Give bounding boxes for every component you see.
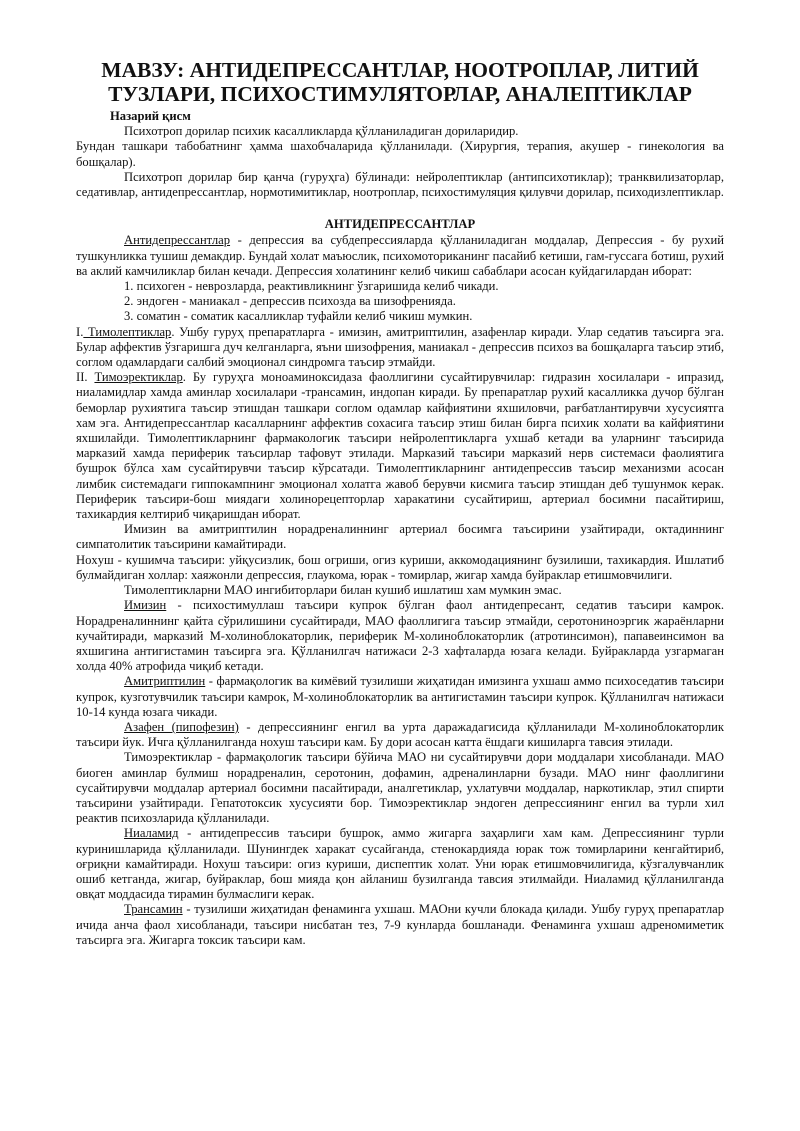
definition-term: Антидепрессантлар — [124, 233, 231, 248]
cause-item-2: 2. эндоген - маниакал - депрессив психозда ва шизофренияда. — [124, 294, 456, 309]
azafen-term: Азафен (пипофезин) — [124, 719, 239, 734]
transamin-text: - тузилиши жиҳатидан фенаминга ухшаш. МАОни кучли блокада қилади. Ушбу гуруҳ препаратлар ичида анча фаол хисобланади, таъсири нисбатан тез, 7-9 кунларда бошланади. Фенаминга ухшаш адреномиметик таъсирга эга. Жигарга токсик таъсири кам. — [76, 902, 724, 947]
title-line-1: МАВЗУ: АНТИДЕПРЕССАНТЛАР, НООТРОПЛАР, ЛИТИЙ — [101, 58, 699, 82]
nialamid-term: Ниаламид — [124, 826, 179, 841]
cause-item-3: 3. соматин - соматик касалликлар туфайли келиб чикиш мумкин. — [124, 309, 473, 324]
azafen-text: - депрессиянинг енгил ва урта даражадагисида қўлланилади М-холиноблокаторлик таъсири йук. Ичга қўлланилганда нохуш таъсири кам. Бу дори асосан катта ёшдаги кишиларга тавсия этилади. — [76, 719, 724, 750]
subheading: Назарий қисм — [110, 109, 191, 123]
group-1-paragraph — [76, 325, 724, 371]
side-effects-paragraph: Ноxуш - кушимча таъсири: уйқусизлик, бош огриши, огиз куриши, аккомодациянинг бузилиши, тахикардия. Ишлатиб булмайдиган холлар: хаяжонли депрессия, глаукома, юрак - томирлар, жигар хамда буйраклар етишмовчилиги. — [76, 552, 724, 582]
title-line-2: ТУЗЛАРИ, ПСИХОСТИМУЛЯТОРЛАР, АНАЛЕПТИКЛАР — [108, 82, 692, 106]
imizin-paragraph — [76, 598, 724, 674]
intro-paragraph-3: Психотроп дорилар бир қанча (гуруҳга) бўлинади: нейролептиклар (антипсихотиклар); транквилизаторлар, седативлар, антидепрессантлар, нормотимитиклар, ноотроплар, психостимуляция қилувчи дорилар, психодизлептиклар. — [76, 169, 724, 200]
timoerektiklar-paragraph: Тимоэректиклар - фармақологик таъсири бўйича МАО ни сусайтирувчи дори моддалари хисобланади. МАО биоген аминлар булмиш норадреналин, серотонин, дофамин, адреналинларни бузади. МАО нинг фаоллигини сусайтирувчи моддалар артериал босимни пасайтиради, аналгетиклар, ухлатувчи моддалар, наркотиклар, этил спирти таъсирини узайтиради. Гепатотоксик хусусияти бор. Тимоэректиклар эндоген депрессиянинг енгил ва турли хил реактив психозларида қўлланилади. — [76, 750, 724, 826]
amitriptilin-paragraph — [76, 674, 724, 720]
group-1-number: I. — [76, 324, 84, 339]
group-1-text: . Ушбу гуруҳ препаратларга - имизин, амитриптилин, азафенлар киради. Улар седатив таъсирга эга. Булар аффектив ўзгаришга дуч келганларга, яъни шизофрения, маниакал - депрессив психоз ва бошқаларга таъсир этиб, соглом одамлардаги салбий эмоционал синдромга таъсир этмайди. — [76, 324, 724, 370]
cause-item-1: 1. психоген - неврозларда, реактивликнинг ўзгаришида келиб чикади. — [124, 279, 499, 294]
group-2-paragraph — [76, 370, 724, 522]
group-1-term: Тимолептиклар — [83, 324, 172, 339]
transamin-term: Трансамин — [124, 902, 183, 917]
group-2-number: II. — [76, 370, 95, 385]
imizin-term: Имизин — [124, 598, 167, 613]
mao-note-paragraph: Тимолептикларни МАО ингибиторлари билан кушиб ишлатиш хам мумкин эмас. — [124, 583, 562, 598]
amitriptilin-term: Амитриптилин — [124, 674, 206, 689]
transamin-paragraph — [76, 902, 724, 948]
group-2-text: . Бу гуруҳга моноаминоксидаза фаоллигини сусайтирувчилар: гидразин хосилалари - ипразид, ниаламидлар хамда аминлар хосилалари -трансамин, индопан киради. Бу препаратлар рухий касалликка дучор бўлган беморлар рухиятига таъсир этишдан ташкари соглом одамлар кайфиятини яхшиловчи, рағбатлантирувчи хусусиятга хам эга. Антидепрессантлар касалларнинг аффектив сохасига таъсир этиш билан бирга психик холати ва кайфиятини яхшилайди. Тимолептикларнинг фармакологик таъсири нейролептикларга ухшаб кетади ва уларнинг таъсирида марказий хамда периферик таъсирлар тафовут этилади. Марказий таъсири марказий нерв системаси фаолиятига бушрок бўлса хам сусайтирувчи таъсир кўрсатади. Тимолептикларнинг антидепрессив таъсир механизми асосан лимбик системадаги гиппокампнинг эмоционал холатга жавоб берувчи кисмига таъсир этишдан деб тушунмок керак. Периферик таъсири-бош миядаги холинорецепторлар харакатини сусайтириш, артериал босимни пасайтириш, тахикардия келтириб чиқаришдан иборат. — [76, 370, 725, 522]
nialamid-paragraph — [76, 826, 724, 902]
group-2-term: Тимоэректиклар — [94, 370, 183, 385]
definition-paragraph — [76, 233, 724, 279]
nialamid-text: - антидепрессив таъсири бушрок, аммо жигарга заҳарлиги хам кам. Депрессиянинг турли куринишларида қўлланилади. Шунингдек харакат сусайганда, стенокардияда юрак тож томирларини кенгайтириб, оғриқни камайтиради. Нохуш таъсири: огиз куриши, диспептик холат. Уни юрак етишмовчилигида, кўзгалувчанлик ошиб кетганда, жигар, буйраклар, бош мияда қон айланиш бузилганда тавсия этилмайди. Ниаламид қўлланилганда овқат моддасида тирамин булмаслиги керак. — [76, 826, 724, 902]
amitriptilin-text: - фармақологик ва кимёвий тузилиши жиҳатидан имизинга ухшаш аммо психоседатив таъсири купрок, кузготувчилик таъсири камрок, М-холиноблокаторлик ва антигистамин таъсири купрок. Қўлланилгач натижаси 10-14 кунда юзага чикади. — [76, 674, 724, 719]
intro-paragraph-1: Психотроп дорилар психик касалликларда қўлланиладиган дориларидир. — [124, 124, 519, 139]
document-title — [76, 58, 724, 106]
imizin-text: - психостимуллаш таъсири купрок бўлган фаол антидепресант, седатив таъсири камрок. Норадреналиннинг қайта сўрилишини сусайтиради, МАО фаоллигига таъсир этмайди, серотониноэргик жараёнларни кучайтиради, марказий М-холиноблокаторлик, периферик М-холиноблокаторлик (атротинсимон), папавеинсимон ва яхшигина антигистамин таъсирга эга. Қўлланилгач натижаси 2-3 хафталарда юзага келади. Буйракларда узгармаган холда 40% атрофида чиқиб кетади. — [76, 598, 724, 674]
imizin-amitriptilin-paragraph: Имизин ва амитриптилин норадреналиннинг артериал босимга таъсирини узайтиради, октадиннинг симпатолитик таъсирини камайтиради. — [76, 522, 724, 552]
intro-paragraph-2: Бундан ташкари табобатнинг ҳамма шахобчаларида қўлланилади. (Хирургия, терапия, акушер - гинекология ва бошқалар). — [76, 139, 724, 169]
azafen-paragraph — [76, 720, 724, 750]
definition-text: - депрессия ва субдепрессияларда қўлланиладиган моддалар, Депрессия - бу рухий тушкунликка тушиш демакдир. Бундай холат маъюслик, психомоториканинг пасайиб кетиши, гам-гуссага ботиш, рухий ва аклий камчиликлар билан кечади. Депрессия холатининг келиб чикиш сабаблари асосан куйдагилардан иборат: — [76, 233, 724, 278]
section-title: АНТИДЕПРЕССАНТЛАР — [324, 217, 476, 232]
